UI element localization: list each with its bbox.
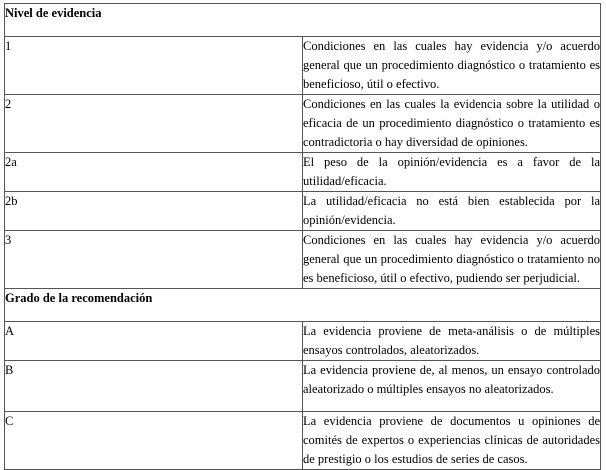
table-row bbox=[5, 412, 601, 470]
row-description: Condiciones en las cuales la evidencia sobre la utilidad o eficacia de un procedimiento diagnóstico o tratamiento es contradictoria o hay diversidad de opiniones. bbox=[303, 95, 601, 153]
section-header-row bbox=[5, 4, 601, 37]
row-description: El peso de la opinión/evidencia es a favor de la utilidad/eficacia. bbox=[303, 153, 601, 192]
row-description: Condiciones en las cuales hay evidencia y/o acuerdo general que un procedimiento diagnóstico o tratamiento es beneficioso, útil o efectivo. bbox=[303, 37, 601, 95]
table-row bbox=[5, 361, 601, 412]
row-label: 2b bbox=[5, 192, 303, 231]
evidence-table bbox=[4, 3, 601, 470]
row-label: 2a bbox=[5, 153, 303, 192]
row-label: C bbox=[5, 412, 303, 470]
row-label: 1 bbox=[5, 37, 303, 95]
row-label: 3 bbox=[5, 231, 303, 289]
row-description: La utilidad/eficacia no está bien establecida por la opinión/evidencia. bbox=[303, 192, 601, 231]
row-description: Condiciones en las cuales hay evidencia y/o acuerdo general que un procedimiento diagnóstico o tratamiento no es beneficioso, útil o efectivo, pudiendo ser perjudicial. bbox=[303, 231, 601, 289]
row-description: La evidencia proviene de meta-análisis o de múltiples ensayos controlados, aleatorizados. bbox=[303, 322, 601, 361]
row-label: B bbox=[5, 361, 303, 412]
table-row bbox=[5, 192, 601, 231]
row-description: La evidencia proviene de documentos u opiniones de comités de expertos o experiencias clínicas de autoridades de prestigio o los estudios de series de casos. bbox=[303, 412, 601, 470]
section-header-row bbox=[5, 289, 601, 322]
table-row bbox=[5, 37, 601, 95]
row-label: A bbox=[5, 322, 303, 361]
section-heading-recommendation-grade: Grado de la recomendación bbox=[5, 289, 601, 322]
section-heading-evidence-level: Nivel de evidencia bbox=[5, 4, 601, 37]
table-row bbox=[5, 153, 601, 192]
row-label: 2 bbox=[5, 95, 303, 153]
row-description: La evidencia proviene de, al menos, un ensayo controlado aleatorizado o múltiples ensayos no aleatorizados. bbox=[303, 361, 601, 412]
table-row bbox=[5, 231, 601, 289]
table-row bbox=[5, 95, 601, 153]
table-row bbox=[5, 322, 601, 361]
